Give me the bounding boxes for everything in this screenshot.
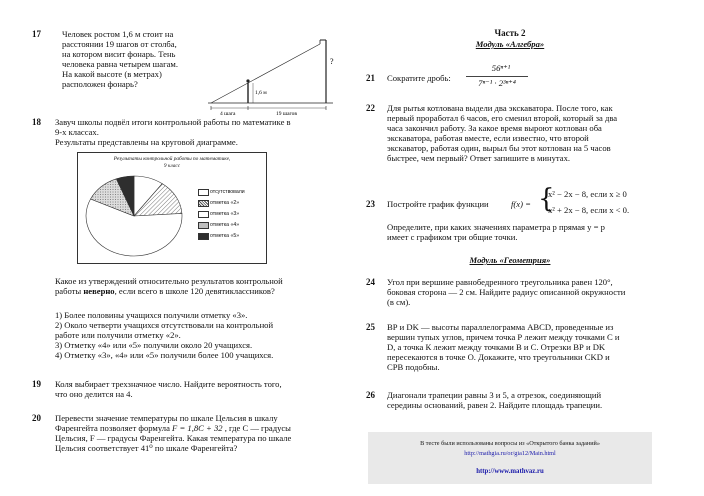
legend-label: отметка «2» [210, 199, 240, 206]
footer-link-1-wrap [368, 450, 652, 457]
q20-part: Фаренгейта позволяет формула [55, 423, 173, 433]
pie-chart-frame [77, 152, 267, 264]
question-25-text [387, 322, 677, 372]
q25-line: CPB подобны. [387, 362, 440, 372]
fraction-bar [466, 76, 528, 77]
q24-line: Угол при вершине равнобедренного треугольника равен 120°, [387, 277, 613, 287]
q18-option-4: 4) Отметку «3», «4» или «5» получили более 100 учащихся. [55, 350, 274, 360]
q18-prompt-part: работы [55, 286, 84, 296]
q18-line: Результаты представлены на круговой диаграмме. [55, 137, 238, 147]
q20-line: Перевести значение температуры по шкале Цельсия в шкалу [55, 413, 278, 423]
q18-option-1: 1) Более половины учащихся получили отметку «3». [55, 310, 248, 320]
question-number-25: 25 [366, 322, 375, 332]
figure-height-label: 1,6 м [255, 90, 267, 96]
question-number-22: 22 [366, 103, 375, 113]
question-18-text [55, 117, 345, 147]
fraction-denominator: 7ⁿ⁻¹ · 2³ⁿ⁺⁴ [478, 78, 516, 88]
q26-line: Диагонали трапеции равны 3 и 5, а отрезок, соединяющий [387, 390, 602, 400]
q18-option-2-cont: работе или получили отметку «2». [55, 330, 181, 340]
function-label: f(x) = [511, 199, 531, 209]
q18-prompt-emphasis: неверно [83, 286, 115, 296]
question-24-text [387, 277, 677, 307]
legend-swatch [198, 200, 209, 207]
legend-swatch [198, 222, 209, 229]
q17-line: на котором висит фонарь. Тень [62, 49, 176, 59]
figure-distance-label: 19 шагов [276, 111, 298, 117]
q17-line: человека равна четырем шагам. [62, 59, 179, 69]
q17-line: расположен фонарь? [62, 79, 138, 89]
q22-line: часа закончил работу. За какое время выроют котлован оба [387, 123, 602, 133]
fraction-numerator: 56ⁿ⁺¹ [491, 63, 511, 73]
question-23-text: Постройте график функции [387, 199, 489, 209]
q25-line: ВР и DK — высоты параллелограмма ABCD, проведенные из [387, 322, 614, 332]
q20-line: Цельсия, F — градусы Фаренгейта. Какая температура по шкале [55, 433, 292, 443]
case-2: x² + 2x − 8, если x < 0. [548, 205, 630, 215]
question-number-17: 17 [32, 29, 41, 39]
question-20-text [55, 413, 355, 453]
module-algebra-heading: Модуль «Алгебра» [475, 39, 545, 49]
question-23-continuation [387, 222, 677, 242]
part-title: Часть 2 [494, 28, 526, 38]
question-18-prompt [55, 276, 345, 296]
footer-link-bank[interactable]: http://mathgia.ru/or/gia12/Main.html [464, 450, 556, 457]
cases-brace: { [538, 184, 555, 214]
chart-title: Результаты контрольной работы по математике, [113, 156, 231, 162]
q25-line: D, а точка К лежит между точками В и С. Отрезки ВР и DK [387, 342, 606, 352]
legend-swatch [198, 211, 209, 218]
legend-label: отметка «3» [210, 210, 240, 217]
q20-formula: F = 1,8C + 32 [172, 423, 223, 433]
footer-link-2-wrap [368, 468, 652, 475]
q22-line: Для рытья котлована выдели два экскаватора. После того, как [387, 103, 613, 113]
q17-line: расстоянии 19 шагов от столба, [62, 39, 177, 49]
question-21-text: Сократите дробь: [387, 73, 451, 83]
question-number-24: 24 [366, 277, 375, 287]
q19-line: Коля выбирает трехзначное число. Найдите вероятность того, [55, 379, 282, 389]
pie-legend [198, 189, 262, 247]
q20-part: , где C — градусы [222, 423, 291, 433]
q17-line: Человек ростом 1,6 м стоит на [62, 29, 174, 39]
legend-label: отметка «5» [210, 232, 240, 239]
module-geometry-heading: Модуль «Геометрия» [469, 255, 551, 265]
q23-line: Определите, при каких значениях параметра p прямая y = p [387, 222, 605, 232]
q18-option-2: 2) Около четверти учащихся отсутствовали на контрольной [55, 320, 274, 330]
question-number-20: 20 [32, 413, 41, 423]
q22-line: первый проработал 6 часов, его сменил второй, который за два [387, 113, 618, 123]
question-26-text [387, 390, 677, 410]
question-18-options [55, 310, 345, 360]
q26-line: середины оснований, равен 2. Найдите площадь трапеции. [387, 400, 603, 410]
q18-line: Завуч школы подвёл итоги контрольной работы по математике в [55, 117, 291, 127]
q24-line: (в см). [387, 297, 411, 307]
legend-swatch [198, 189, 209, 196]
question-number-23: 23 [366, 199, 375, 209]
pie-chart [82, 171, 192, 261]
q17-line: На какой высоте (в метрах) [62, 69, 162, 79]
legend-swatch [198, 233, 209, 240]
figure-question-mark: ? [330, 57, 334, 66]
figure-shadow-label: 4 шага [220, 111, 236, 117]
q20-line: Цельсия соответствует 41⁰ по шкале Фаренгейта? [55, 443, 238, 453]
question-22-text [387, 103, 677, 163]
q23-line: имеет с графиком три общие точки. [387, 232, 518, 242]
q25-line: пересекаются в точке О. Докажите, что треугольники CKD и [387, 352, 610, 362]
q18-prompt-part: , если всего в школе 120 девятиклассников? [114, 286, 275, 296]
chart-subtitle: 9 класс [163, 163, 181, 169]
q20-line-formula [55, 423, 355, 433]
question-19-text [55, 379, 345, 399]
q22-line: экскаватор, работая один, вырыл бы этот котлован на 5 часов [387, 143, 611, 153]
footer-note: В тесте были использованы вопросы из «Открытого банка заданий» [420, 440, 600, 447]
legend-label: отсутствовали [210, 188, 245, 195]
q24-line: боковая сторона — 2 см. Найдите радиус описанной окружности [387, 287, 626, 297]
legend-label: отметка «4» [210, 221, 240, 228]
q22-line: быстрее, чем первый? Ответ запишите в минутах. [387, 153, 571, 163]
lamp-shadow-figure [208, 30, 338, 117]
q18-prompt-line-2 [55, 286, 345, 296]
question-number-21: 21 [366, 73, 375, 83]
q19-line: что оно делится на 4. [55, 389, 133, 399]
q18-prompt-line: Какое из утверждений относительно результатов контрольной [55, 276, 283, 286]
q25-line: вершин тупых углов, причем точка Р лежит между точками С и [387, 332, 620, 342]
case-1: x² − 2x − 8, если x ≥ 0 [548, 189, 627, 199]
question-17-text [62, 29, 212, 89]
footer-link-site[interactable]: http://www.mathvaz.ru [476, 468, 544, 475]
question-number-19: 19 [32, 379, 41, 389]
q22-line: экскаватора, работая вместе, если известно, что второй [387, 133, 589, 143]
q18-option-3: 3) Отметку «4» или «5» получили около 20 учащихся. [55, 340, 253, 350]
question-number-26: 26 [366, 390, 375, 400]
question-number-18: 18 [32, 117, 41, 127]
q18-line: 9-х классах. [55, 127, 99, 137]
